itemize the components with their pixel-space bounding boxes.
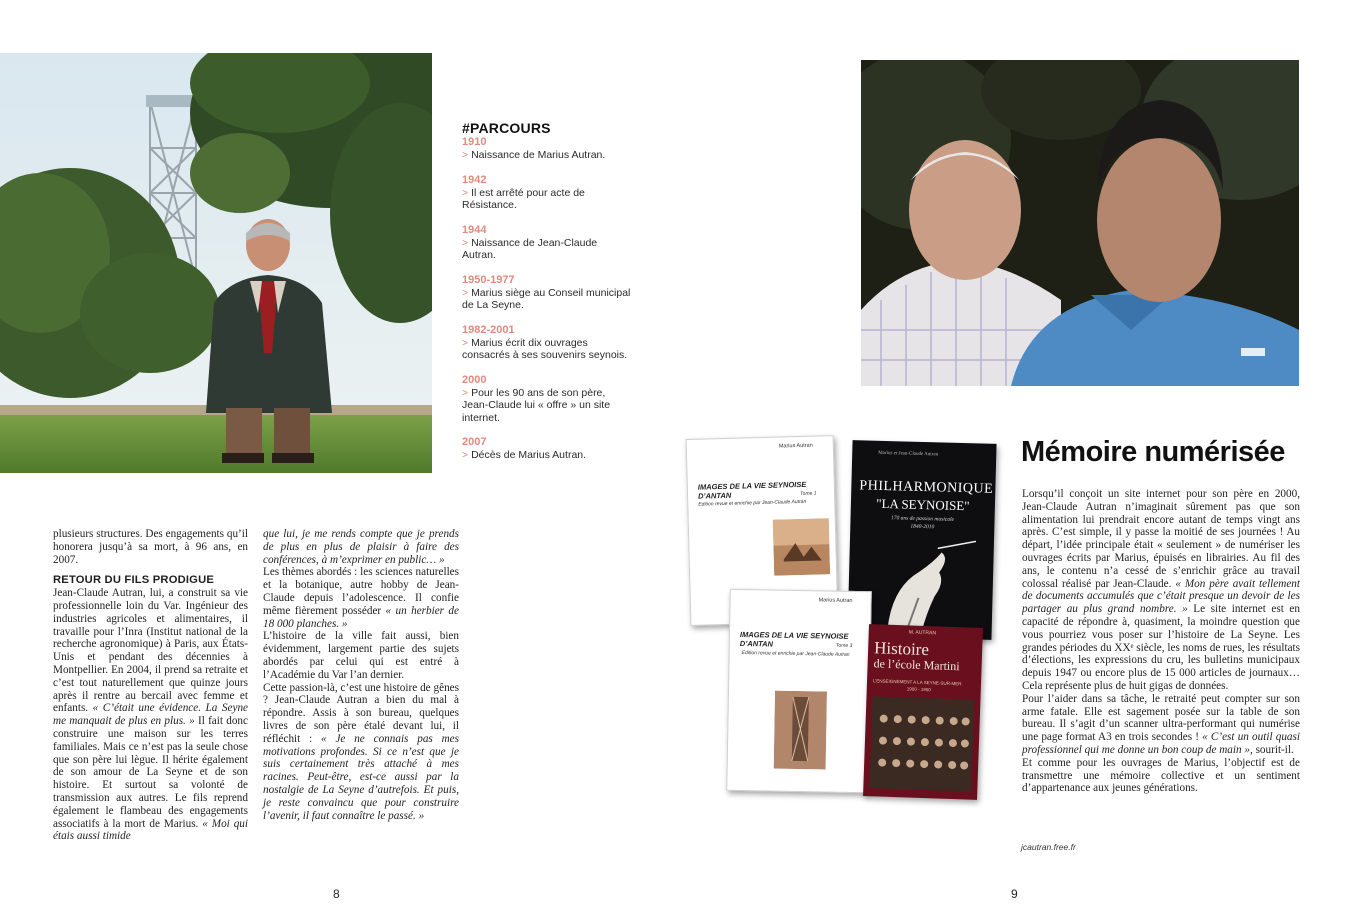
class-photo-illustration [869, 696, 974, 792]
arrow-icon: > [462, 186, 472, 199]
timeline-text: Naissance de Marius Autran. [471, 149, 606, 161]
book-author: Marius et Jean-Claude Autran [878, 450, 939, 458]
timeline-event [462, 174, 632, 212]
timeline-text: Il est arrêté pour acte de Résistance. [462, 186, 585, 211]
book-title-2: de l’école Martini [873, 656, 960, 674]
conductor-hand-illustration [878, 537, 980, 636]
timeline-year: 1982-2001 [462, 323, 515, 336]
book-author: Marius Autran [818, 597, 853, 604]
quote: que lui, je me rends compte que je prends de plus en plus de plaisir à faire des conférences, à m’exprimer en public… » [263, 528, 459, 566]
timeline-event [462, 224, 632, 262]
timeline-year: 1950-1977 [462, 273, 515, 286]
timeline-heading: #PARCOURS [462, 120, 551, 136]
arrow-icon: > [462, 286, 472, 299]
book-subtitle: Edition revue et enrichie par Jean-Claude Autran [741, 649, 850, 658]
timeline-year: 1944 [462, 223, 487, 236]
book-subtitle: Edition revue et enrichie par Jean-Claude Autran [698, 498, 807, 508]
timeline-text: Pour les 90 ans de son père, Jean-Claude lui « offre » un site internet. [462, 386, 611, 424]
page-number-left: 8 [333, 887, 340, 901]
quote: « C’est un outil quasi professionnel qui me donne un bon coup de main » [1022, 731, 1300, 756]
timeline-text: Décès de Marius Autran. [471, 449, 587, 461]
quote: « C’était une évidence. La Seyne me manquait de plus en plus. » [53, 702, 249, 728]
book-subtitle: L’ENSEIGNEMENT A LA SEYNE-SUR-MER [872, 678, 962, 687]
book-dates: 1900 - 1950 [906, 686, 931, 693]
book-title: Histoire [873, 638, 930, 660]
timeline-event [462, 374, 632, 425]
photo-father-son [861, 60, 1299, 386]
timeline-year: 1910 [462, 136, 487, 148]
timeline-year: 1942 [462, 173, 487, 186]
arrow-icon: > [462, 149, 472, 161]
paragraph: plusieurs structures. Des engagements qu’il honorera jusqu’à sa mort, à 96 ans, en 2007. [53, 528, 248, 566]
timeline-year: 2000 [462, 373, 487, 386]
quote: « un herbier de 18 000 planches. » [263, 604, 459, 630]
timeline-parcours [462, 120, 632, 474]
arrow-icon: > [462, 336, 472, 349]
website-credit: jcautran.free.fr [1021, 842, 1076, 852]
right-column [1022, 488, 1300, 795]
book-cover-images-tome3 [726, 589, 872, 793]
paragraph: Jean-Claude Autran, lui, a construit sa vie professionnelle loin du Var. Ingénieur des industries agricoles et alimentaires, il travaille pour l’Inra (Institut national de la recherche agronomique) à Paris, aux États-Unis et pendant des décennies à Montpellier. En 2004, il prend sa retraite et c’est tout naturellement que quinze jours après il rentre au bercail avec femme et enfants. « C’était une évidence. La Seyne me manquait de plus en plus. » Il fait donc construire une maison sur les terres familiales. Mais ce n’est pas la seule chose que son père lui lègue. Il hérite également de son amour de La Seyne et de son histoire. Et surtout sa volonté de transmission aux autres. Le fils reprend également le flambeau des engagements associatifs à la mort de Marius. « Moi qui étais aussi timide [53, 587, 249, 843]
arrow-icon: > [462, 236, 472, 249]
book-illustration [774, 691, 827, 770]
subheading: RETOUR DU FILS PRODIGUE [53, 574, 215, 587]
paragraph: Lorsqu’il conçoit un site internet pour son père en 2000, Jean-Claude Autran n’imaginait sûrement pas que son alimentation lui prendrait encore autant de temps vingt ans après. C’est simple, il y passe la moitié de ses journées ! Au départ, l’idée principale était « seulement » de numériser les ouvrages écrits par Marius, épuisés en librairies. Au fil des ans, le contenu n’a cessé de s’enrichir grâce au travail colossal réalisé par Jean-Claude. « Mon père avait tellement de documents accumulés que c’était presque un devoir de les partager au plus grand nombre. » Le site internet est en capacité de répondre à, quasiment, la moindre question que vous pourriez vous poser sur l’histoire de La Seyne. Les grandes périodes du XXᵉ siècle, les noms de rues, les résultats d’élections, les expressions du cru, les bulletins municipaux depuis 1947 ou encore plus de 15 000 articles de journaux… Cela représente plus de huit gigas de données. [1022, 488, 1300, 692]
paragraph: Et comme pour les ouvrages de Marius, l’objectif est de transmettre une mémoire collective et un sentiment d’appartenance aux jeunes générations. [1022, 756, 1300, 795]
arrow-icon: > [462, 386, 472, 399]
left-column-1 [53, 528, 248, 843]
timeline-event [462, 324, 632, 362]
paragraph: Les thèmes abordés : les sciences naturelles et la botanique, autre hobby de Jean-Claude depuis l’adolescence. Il confie même fièrement posséder « un herbier de 18 000 planches. » [263, 566, 459, 630]
timeline-event [462, 436, 632, 462]
book-title: IMAGES DE LA VIE SEYNOISE D’ANTAN [697, 479, 807, 501]
quote: « Mon père avait tellement de documents accumulés que c’était presque un devoir de les partager au plus grand nombre. » [1022, 577, 1300, 616]
book-title: IMAGES DE LA VIE SEYNOISE D’ANTAN [739, 629, 849, 649]
book-dates: 1840-2010 [910, 523, 935, 531]
timeline-text: Marius écrit dix ouvrages consacrés à ses souvenirs seynois. [462, 336, 628, 361]
paragraph: Cette passion-là, c’est une histoire de gênes ? Jean-Claude Autran a bien du mal à répondre. Assis à son bureau, quelques livres de son père étalé devant lui, il réfléchit : « Je ne connais pas mes motivations profondes. Si ce n’est que je suis certainement très attaché à mes racines. Peut-être, est-ce aussi par la nostalgie de La Seyne d’autrefois. Et puis, je reste convaincu que pour construire l’avenir, il faut connaître le passé. » [263, 681, 459, 822]
book-tome: Tome 3 [835, 642, 853, 649]
book-cover-ecole-martini [863, 624, 983, 800]
timeline-year: 2007 [462, 436, 487, 448]
paragraph: Pour l’aider dans sa tâche, le retraité peut compter sur son arme fatale. Elle est sagement posée sur la table de son bureau. Il s’agit d’un scanner ultra-performant qui numérise une page format A3 en trois secondes ! « C’est un outil quasi professionnel qui me donne un bon coup de main », sourit-il. [1022, 692, 1300, 756]
book-title-2: "LA SEYNOISE" [876, 495, 970, 514]
book-author: M. AUTRAN [908, 629, 937, 637]
book-tome: Tome 1 [799, 490, 817, 497]
timeline-event [462, 136, 632, 162]
timeline-text: Naissance de Jean-Claude Autran. [462, 236, 598, 261]
page-number-right: 9 [1011, 887, 1018, 901]
arrow-icon: > [462, 449, 472, 461]
left-column-2 [263, 528, 459, 822]
book-illustration [773, 518, 830, 575]
book-title: PHILHARMONIQUE [859, 478, 994, 497]
book-author: Marius Autran [778, 442, 813, 450]
article-title: Mémoire numérisée [1021, 436, 1285, 468]
quote: « Je ne connais pas mes motivations profondes. Si ce n’est que je suis certainement très attaché à mes racines. Peut-être, est-ce aussi par la nostalgie de La Seyne d’autrefois. Et puis, je reste convaincu que pour construire l’avenir, il faut connaître le passé. » [263, 732, 459, 822]
book-subtitle: 170 ans de passion musicale [890, 515, 955, 523]
photo-marius-park [0, 53, 432, 473]
quote-paragraph [263, 528, 459, 566]
timeline-event [462, 274, 632, 312]
timeline-text: Marius siège au Conseil municipal de La Seyne. [462, 286, 631, 311]
paragraph: L’histoire de la ville fait aussi, bien évidemment, largement partie des sujets abordés par celui qui est entré à l’Académie du Var l’an dernier. [263, 630, 459, 681]
quote: « Moi qui étais aussi timide [53, 817, 248, 843]
